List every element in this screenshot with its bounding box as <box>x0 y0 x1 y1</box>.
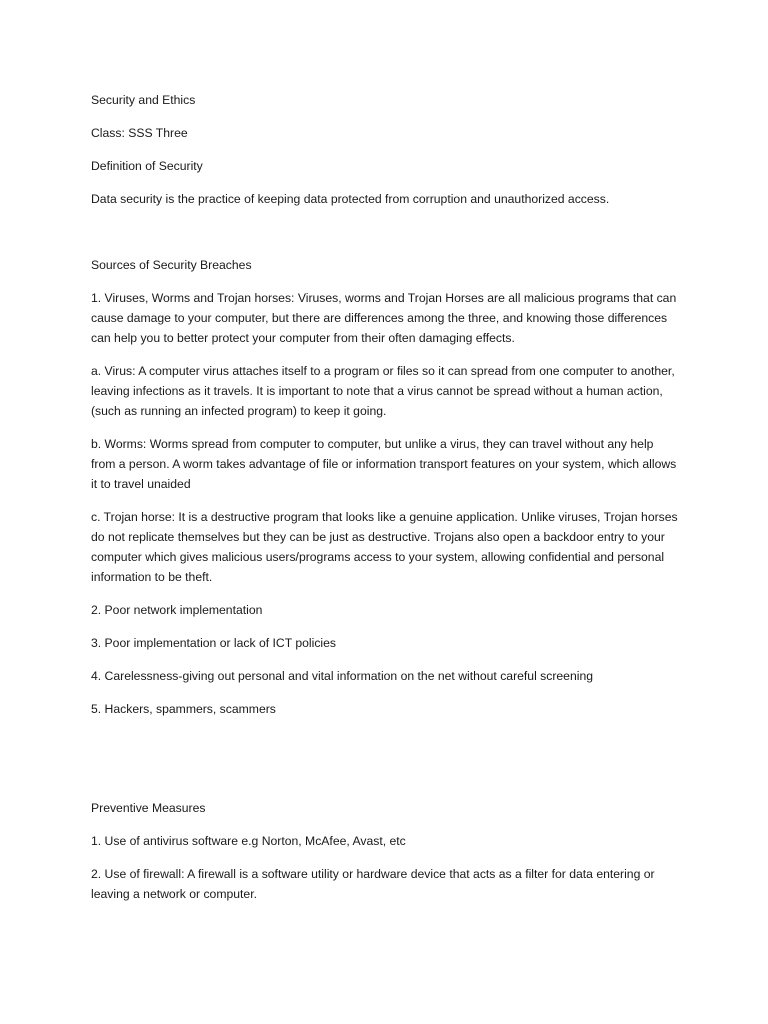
sources-heading: Sources of Security Breaches <box>91 258 252 272</box>
definition-text: Data security is the practice of keeping data protected from corruption and unauthorized access. <box>91 192 610 206</box>
blank-line <box>91 222 681 255</box>
document-title: Security and Ethics <box>91 93 196 107</box>
preventive-item-2: 2. Use of firewall: A firewall is a software utility or hardware device that acts as a filter for data entering or leaving a network or computer. <box>91 867 655 901</box>
sources-item-worms: b. Worms: Worms spread from computer to computer, but unlike a virus, they can travel without any help from a person. A worm takes advantage of file or information transport features on your system, which allows it to travel unaided <box>91 437 677 491</box>
sources-item-1: 1. Viruses, Worms and Trojan horses: Viruses, worms and Trojan Horses are all malicious programs that can cause damage to your computer, but there are differences among the three, and knowing those differences can help you to better protect your computer from their often damaging effects. <box>91 291 677 345</box>
preventive-item-1: 1. Use of antivirus software e.g Norton, McAfee, Avast, etc <box>91 834 406 848</box>
sources-item-trojan: c. Trojan horse: It is a destructive program that looks like a genuine application. Unlike viruses, Trojan horses do not replicate themselves but they can be just as destructive. Trojans also open a backdoor entry to your computer which gives malicious users/programs access to your system, allowing confidential and personal information to be theft. <box>91 510 678 584</box>
preventive-heading: Preventive Measures <box>91 801 206 815</box>
blank-lines <box>91 732 681 798</box>
definition-heading: Definition of Security <box>91 159 203 173</box>
sources-item-virus: a. Virus: A computer virus attaches itself to a program or files so it can spread from one computer to another, leaving infections as it travels. It is important to note that a virus cannot be spread without a human action, (such as running an infected program) to keep it going. <box>91 364 675 418</box>
sources-item-5: 5. Hackers, spammers, scammers <box>91 702 276 716</box>
sources-item-2: 2. Poor network implementation <box>91 603 263 617</box>
document-body <box>91 90 681 917</box>
sources-item-4: 4. Carelessness-giving out personal and vital information on the net without careful screening <box>91 669 594 683</box>
class-line: Class: SSS Three <box>91 126 188 140</box>
sources-item-3: 3. Poor implementation or lack of ICT policies <box>91 636 336 650</box>
